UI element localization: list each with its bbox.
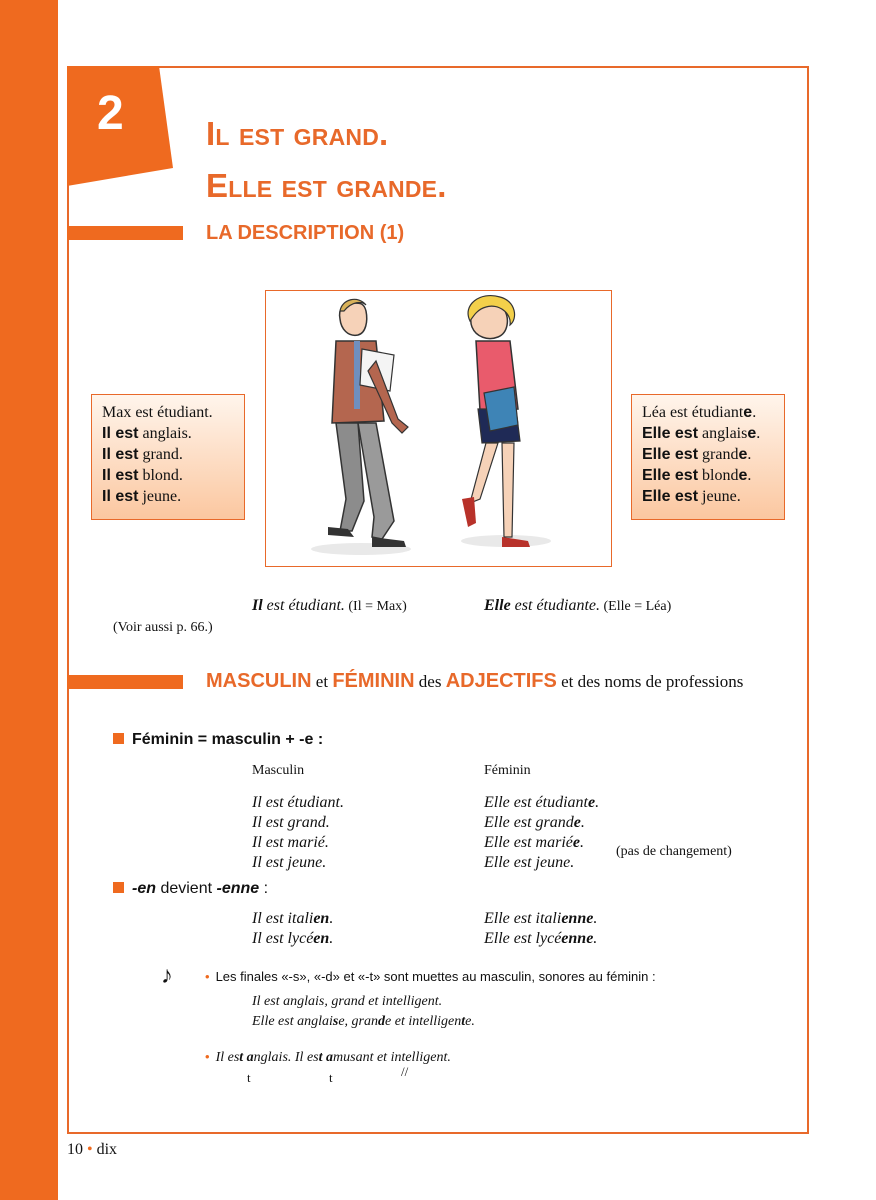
phonetic-rule-1: • Les finales «-s», «-d» et «-t» sont muettes au masculin, sonores au féminin :: [205, 969, 656, 984]
square-bullet-icon: [113, 733, 124, 744]
lesson-title: [206, 108, 447, 212]
bullet-dot-icon: •: [205, 969, 210, 984]
lesson-number-tab: [67, 66, 179, 186]
card-max-line: Il est blond.: [102, 467, 183, 484]
card-max: [91, 394, 245, 520]
feminin-example: Elle est jeune.: [484, 854, 575, 871]
feminin-example: Elle est grande.: [484, 814, 585, 831]
enne-example: Elle est italienne.: [484, 910, 598, 927]
card-lea-line: Léa est étudiante.: [642, 404, 757, 421]
see-also-note: (Voir aussi p. 66.): [113, 620, 213, 635]
masculin-example: Il est grand.: [252, 814, 330, 831]
people-illustration: [266, 291, 611, 566]
card-max-line: Il est jeune.: [102, 488, 182, 505]
square-bullet-icon: [113, 882, 124, 893]
liaison-mark: t: [329, 1070, 333, 1085]
column-feminin: [484, 761, 599, 873]
section-bar-1: [67, 226, 183, 240]
bullet-dot-icon: •: [87, 1141, 93, 1158]
en-example: Il est italien.: [252, 910, 334, 927]
card-lea-line: Elle est jeune.: [642, 488, 741, 505]
column-header-masculin: Masculin: [252, 763, 305, 778]
enne-example: Elle est lycéenne.: [484, 930, 598, 947]
section-bar-2: [67, 675, 183, 689]
section-title-masculin-feminin: MASCULIN et FÉMININ des ADJECTIFS et des noms de professions: [206, 670, 744, 692]
man-figure: [328, 299, 408, 547]
card-lea-line: Elle est grande.: [642, 446, 752, 463]
liaison-mark: t: [247, 1070, 251, 1085]
section-title-description: LA DESCRIPTION (1): [206, 222, 405, 244]
title-line-1: Il est grand.: [206, 115, 389, 152]
example-elle: Elle est étudiante. (Elle = Léa): [484, 597, 672, 614]
no-liaison-mark: //: [401, 1064, 409, 1079]
page-number: 10 • dix: [67, 1141, 118, 1158]
phonetic-example-1: Il est anglais, grand et intelligent.: [252, 994, 443, 1009]
column-en: [252, 909, 333, 949]
phonetic-example-2: Elle est anglaise, grande et intelligente.: [252, 1014, 475, 1029]
rule-en-enne: -en devient -enne :: [113, 880, 268, 898]
woman-figure: [462, 296, 530, 547]
column-enne: [484, 909, 597, 949]
card-lea: [631, 394, 785, 520]
column-header-feminin: Féminin: [484, 763, 531, 778]
card-max-line: Max est étudiant.: [102, 404, 213, 421]
phonetic-rule-2: • Il est anglais. Il est amusant et intelligent.: [205, 1049, 451, 1065]
bullet-dot-icon: •: [205, 1049, 210, 1064]
masculin-example: Il est jeune.: [252, 854, 327, 871]
musical-note-icon: ♪: [161, 963, 173, 989]
column-masculin: [252, 761, 344, 873]
card-lea-line: Elle est anglaise.: [642, 425, 761, 442]
card-lea-line: Elle est blonde.: [642, 467, 752, 484]
masculin-example: Il est marié.: [252, 834, 329, 851]
no-change-note: (pas de changement): [616, 844, 732, 859]
rule-feminin-e: Féminin = masculin + -e :: [113, 731, 323, 749]
lesson-number: 2: [97, 87, 124, 140]
side-band: [0, 0, 58, 1200]
masculin-example: Il est étudiant.: [252, 794, 344, 811]
card-max-line: Il est anglais.: [102, 425, 192, 442]
example-il: Il est étudiant. (Il = Max): [252, 597, 407, 614]
feminin-example: Elle est mariée.: [484, 834, 584, 851]
illustration-max-lea: [265, 290, 612, 567]
title-line-2: Elle est grande.: [206, 167, 447, 204]
en-example: Il est lycéen.: [252, 930, 334, 947]
feminin-example: Elle est étudiante.: [484, 794, 600, 811]
card-max-line: Il est grand.: [102, 446, 183, 463]
